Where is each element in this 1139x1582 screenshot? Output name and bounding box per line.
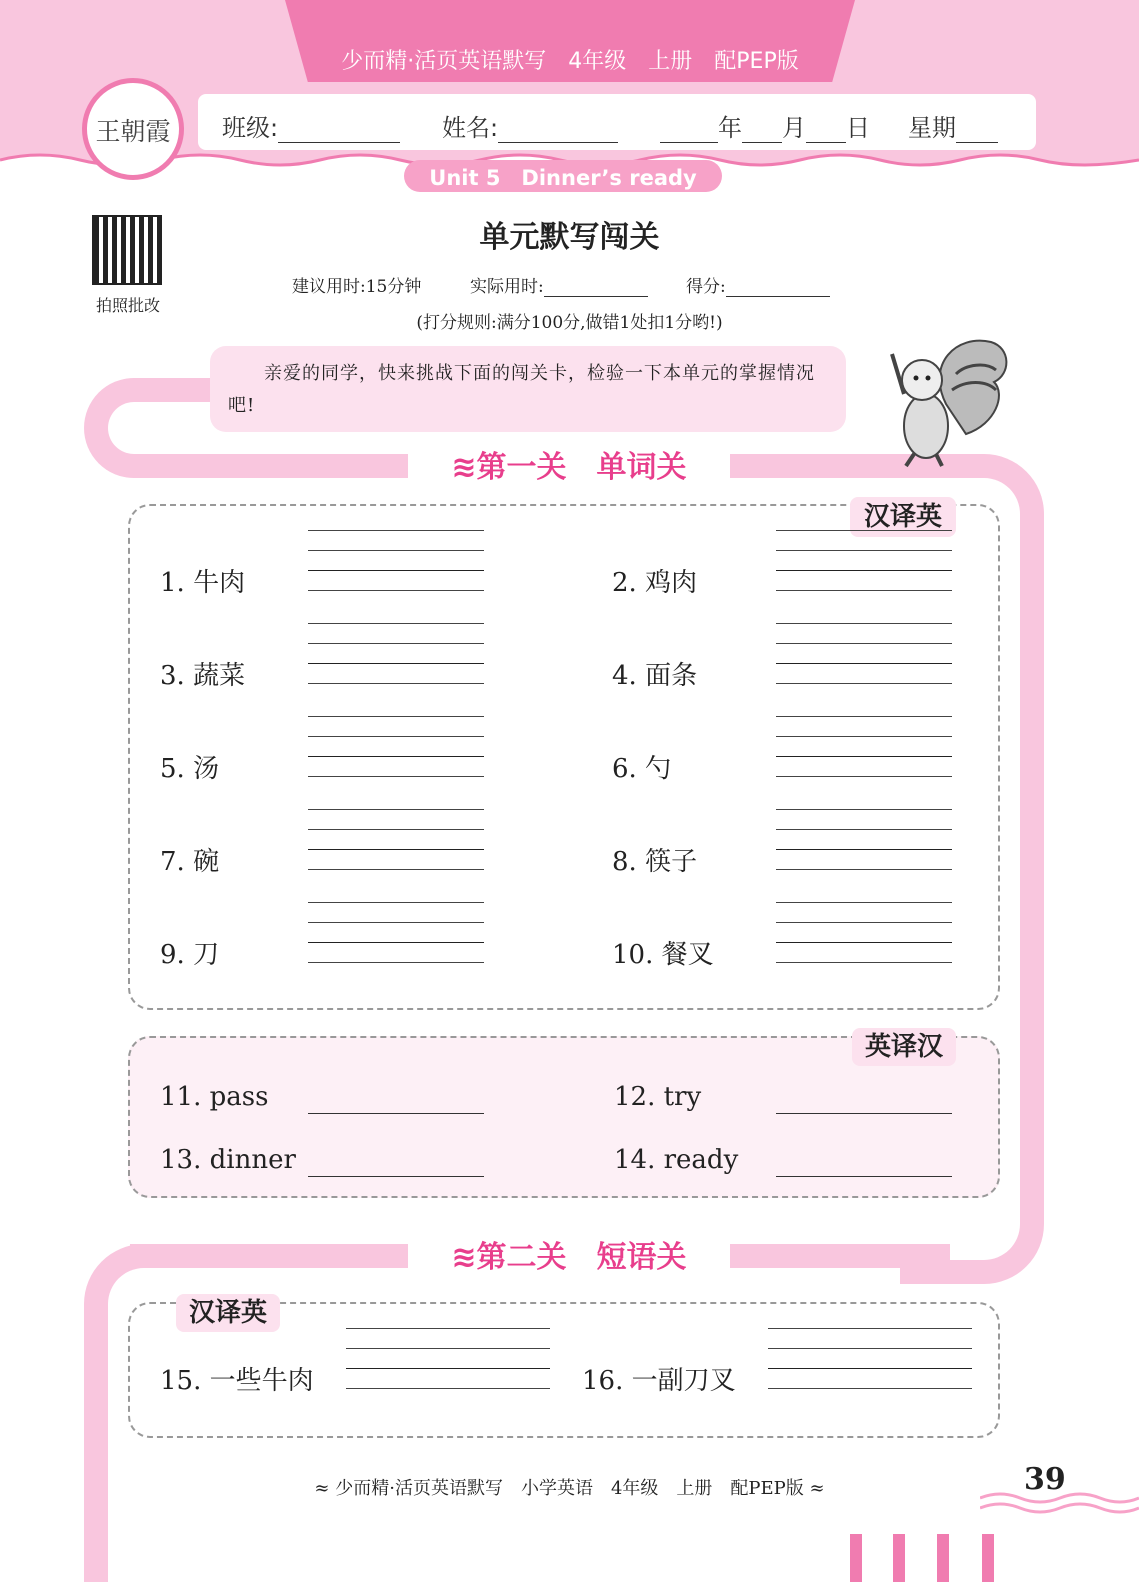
answer-lines[interactable] bbox=[308, 716, 484, 776]
actual-time-label: 实际用时: bbox=[470, 277, 544, 297]
answer-lines[interactable] bbox=[768, 1328, 972, 1388]
answer-lines[interactable] bbox=[308, 530, 484, 590]
footer-wave bbox=[980, 1488, 1139, 1518]
edge-stripe bbox=[850, 1534, 862, 1582]
answer-lines[interactable] bbox=[346, 1328, 550, 1388]
badge-cn-to-en: 汉译英 bbox=[850, 497, 956, 537]
series-title: 少而精·活页英语默写 4年级 上册 配PEP版 bbox=[341, 49, 799, 74]
class-field[interactable] bbox=[222, 108, 400, 143]
item-label: 16. 一副刀叉 bbox=[582, 1366, 736, 1396]
month-label: 月 bbox=[782, 114, 806, 142]
answer-lines[interactable] bbox=[776, 902, 952, 962]
year-label: 年 bbox=[718, 114, 742, 142]
item-label: 4. 面条 bbox=[612, 661, 698, 691]
badge-phrase-cn-to-en: 汉译英 bbox=[176, 1294, 280, 1332]
item-label: 2. 鸡肉 bbox=[612, 568, 698, 598]
answer-lines[interactable] bbox=[776, 623, 952, 683]
suggested-time: 建议用时:15分钟 bbox=[292, 277, 422, 297]
name-label: 姓名: bbox=[442, 114, 499, 142]
edge-stripe bbox=[937, 1534, 949, 1582]
page-number: 39 bbox=[1024, 1462, 1066, 1497]
item-label: 6. 勺 bbox=[612, 754, 672, 784]
answer-lines[interactable] bbox=[776, 530, 952, 590]
weekday-field[interactable] bbox=[908, 108, 998, 143]
badge-en-to-cn: 英译汉 bbox=[852, 1028, 956, 1066]
answer-line[interactable] bbox=[776, 1112, 952, 1114]
item-label: 11. pass bbox=[160, 1082, 269, 1112]
footer-text: ≈ 少而精·活页英语默写 小学英语 4年级 上册 配PEP版 ≈ bbox=[314, 1478, 825, 1499]
item-label: 12. try bbox=[614, 1082, 702, 1112]
logo-text: 王朝霞 bbox=[95, 117, 171, 146]
class-label: 班级: bbox=[222, 114, 279, 142]
intro-text: 亲爱的同学，快来挑战下面的闯关卡，检验一下本单元的掌握情况吧! bbox=[228, 363, 815, 416]
item-label: 3. 蔬菜 bbox=[160, 661, 246, 691]
section1-title: ≋第一关 单词关 bbox=[408, 446, 730, 490]
edge-stripe bbox=[982, 1534, 994, 1582]
day-label: 日 bbox=[846, 114, 870, 142]
name-field[interactable] bbox=[442, 108, 618, 143]
unit-title: Unit 5 Dinner’s ready bbox=[429, 166, 697, 190]
actual-time-field[interactable] bbox=[470, 272, 648, 297]
date-field[interactable] bbox=[660, 108, 870, 143]
weekday-label: 星期 bbox=[908, 114, 956, 142]
item-label: 9. 刀 bbox=[160, 940, 220, 970]
section2-title: ≋第二关 短语关 bbox=[408, 1236, 730, 1280]
item-label: 5. 汤 bbox=[160, 754, 220, 784]
scoring-rule: (打分规则:满分100分,做错1处扣1分哟!) bbox=[416, 313, 723, 333]
answer-lines[interactable] bbox=[776, 809, 952, 869]
item-label: 7. 碗 bbox=[160, 847, 220, 877]
answer-lines[interactable] bbox=[308, 623, 484, 683]
item-label: 10. 餐叉 bbox=[612, 940, 714, 970]
answer-lines[interactable] bbox=[308, 809, 484, 869]
item-label: 8. 筷子 bbox=[612, 847, 698, 877]
answer-line[interactable] bbox=[308, 1175, 484, 1177]
item-label: 14. ready bbox=[614, 1145, 739, 1175]
item-label: 1. 牛肉 bbox=[160, 568, 246, 598]
squirrel-icon bbox=[886, 334, 1016, 470]
page-title: 单元默写闯关 bbox=[479, 220, 660, 255]
score-label: 得分: bbox=[686, 277, 726, 297]
qr-label: 拍照批改 bbox=[95, 296, 160, 315]
edge-stripe bbox=[893, 1534, 905, 1582]
answer-lines[interactable] bbox=[776, 716, 952, 776]
answer-line[interactable] bbox=[776, 1175, 952, 1177]
score-field[interactable] bbox=[686, 272, 830, 297]
item-label: 13. dinner bbox=[160, 1145, 296, 1175]
answer-lines[interactable] bbox=[308, 902, 484, 962]
item-label: 15. 一些牛肉 bbox=[160, 1366, 314, 1396]
answer-line[interactable] bbox=[308, 1112, 484, 1114]
